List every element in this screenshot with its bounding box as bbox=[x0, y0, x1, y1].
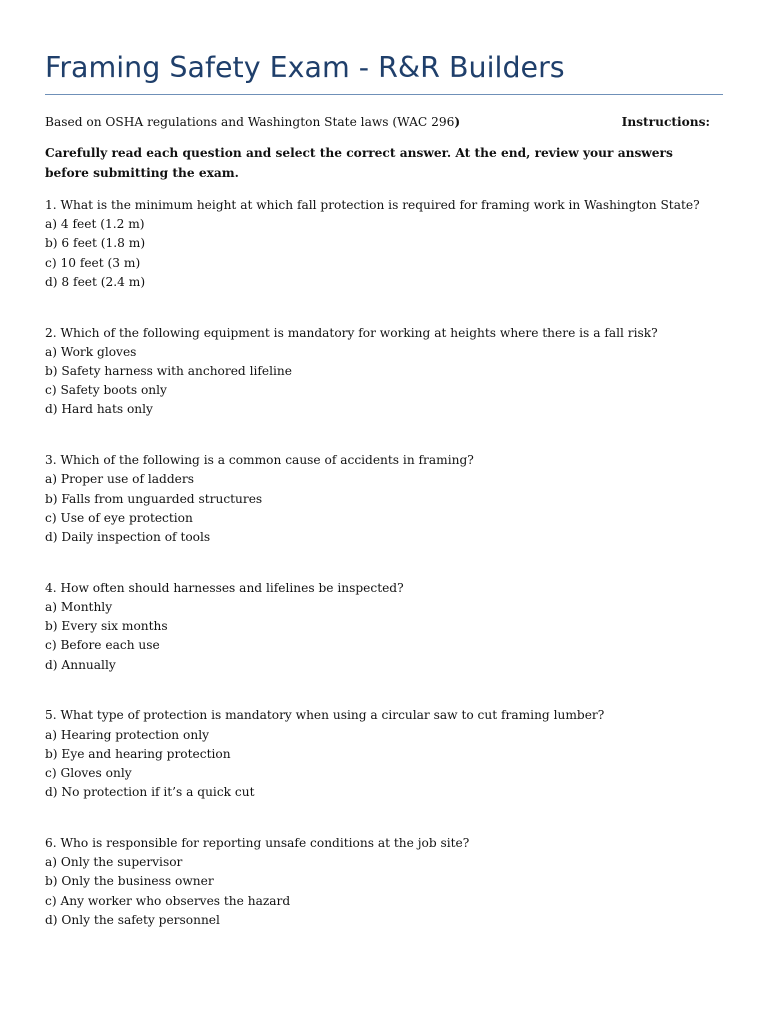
question-1 bbox=[45, 196, 723, 324]
question-3-option-c: c) Use of eye protection bbox=[45, 510, 193, 525]
question-3-text: 3. Which of the following is a common cause of accidents in framing? bbox=[45, 453, 474, 468]
question-4-option-d: d) Annually bbox=[45, 657, 116, 672]
question-6-option-a: a) Only the supervisor bbox=[45, 855, 183, 870]
question-1-option-b: b) 6 feet (1.8 m) bbox=[45, 236, 146, 251]
title-divider bbox=[45, 94, 723, 95]
exam-page bbox=[45, 0, 723, 1024]
instructions-text: Carefully read each question and select the correct answer. At the end, review your answers before submitting the exam. bbox=[45, 146, 673, 180]
question-5-option-c: c) Gloves only bbox=[45, 765, 132, 780]
question-6-text: 6. Who is responsible for reporting unsafe conditions at the job site? bbox=[45, 835, 470, 850]
question-1-option-a: a) 4 feet (1.2 m) bbox=[45, 217, 145, 232]
question-4-option-b: b) Every six months bbox=[45, 619, 168, 634]
instructions-label: Instructions: bbox=[621, 115, 710, 129]
question-5-option-b: b) Eye and hearing protection bbox=[45, 746, 231, 761]
question-1-option-d: d) 8 feet (2.4 m) bbox=[45, 274, 146, 289]
question-1-option-c: c) 10 feet (3 m) bbox=[45, 255, 141, 270]
question-5-text: 5. What type of protection is mandatory when using a circular saw to cut framing lumber? bbox=[45, 708, 605, 723]
question-2-option-a: a) Work gloves bbox=[45, 344, 137, 359]
regulation-basis bbox=[45, 112, 460, 132]
question-6-option-d: d) Only the safety personnel bbox=[45, 912, 220, 927]
question-5-option-d: d) No protection if it’s a quick cut bbox=[45, 785, 255, 800]
question-6 bbox=[45, 834, 723, 962]
question-4-text: 4. How often should harnesses and lifelines be inspected? bbox=[45, 580, 404, 595]
question-3-option-d: d) Daily inspection of tools bbox=[45, 530, 211, 544]
regulation-basis-close: ) bbox=[454, 115, 461, 129]
question-list bbox=[45, 196, 723, 962]
question-2-text: 2. Which of the following equipment is mandatory for working at heights where there is a fall risk? bbox=[45, 325, 658, 340]
question-3 bbox=[45, 451, 723, 579]
question-2-option-c: c) Safety boots only bbox=[45, 383, 167, 398]
question-3-option-b: b) Falls from unguarded structures bbox=[45, 491, 263, 506]
question-3-option-a: a) Proper use of ladders bbox=[45, 472, 194, 487]
question-2 bbox=[45, 324, 723, 452]
question-6-option-c: c) Any worker who observes the hazard bbox=[45, 893, 291, 908]
question-2-option-b: b) Safety harness with anchored lifeline bbox=[45, 364, 292, 378]
question-6-option-b: b) Only the business owner bbox=[45, 874, 214, 889]
question-4-option-a: a) Monthly bbox=[45, 599, 113, 614]
page-title: Framing Safety Exam - R&R Builders bbox=[45, 51, 565, 84]
question-2-option-d: d) Hard hats only bbox=[45, 402, 153, 417]
question-4 bbox=[45, 579, 723, 707]
question-1-text: 1. What is the minimum height at which fall protection is required for framing work in Washington State? bbox=[45, 198, 700, 212]
question-5 bbox=[45, 706, 723, 834]
exam-meta-row bbox=[45, 112, 710, 132]
question-5-option-a: a) Hearing protection only bbox=[45, 727, 209, 742]
regulation-basis-text: Based on OSHA regulations and Washington State laws (WAC 296 bbox=[45, 115, 455, 129]
question-4-option-c: c) Before each use bbox=[45, 638, 160, 653]
